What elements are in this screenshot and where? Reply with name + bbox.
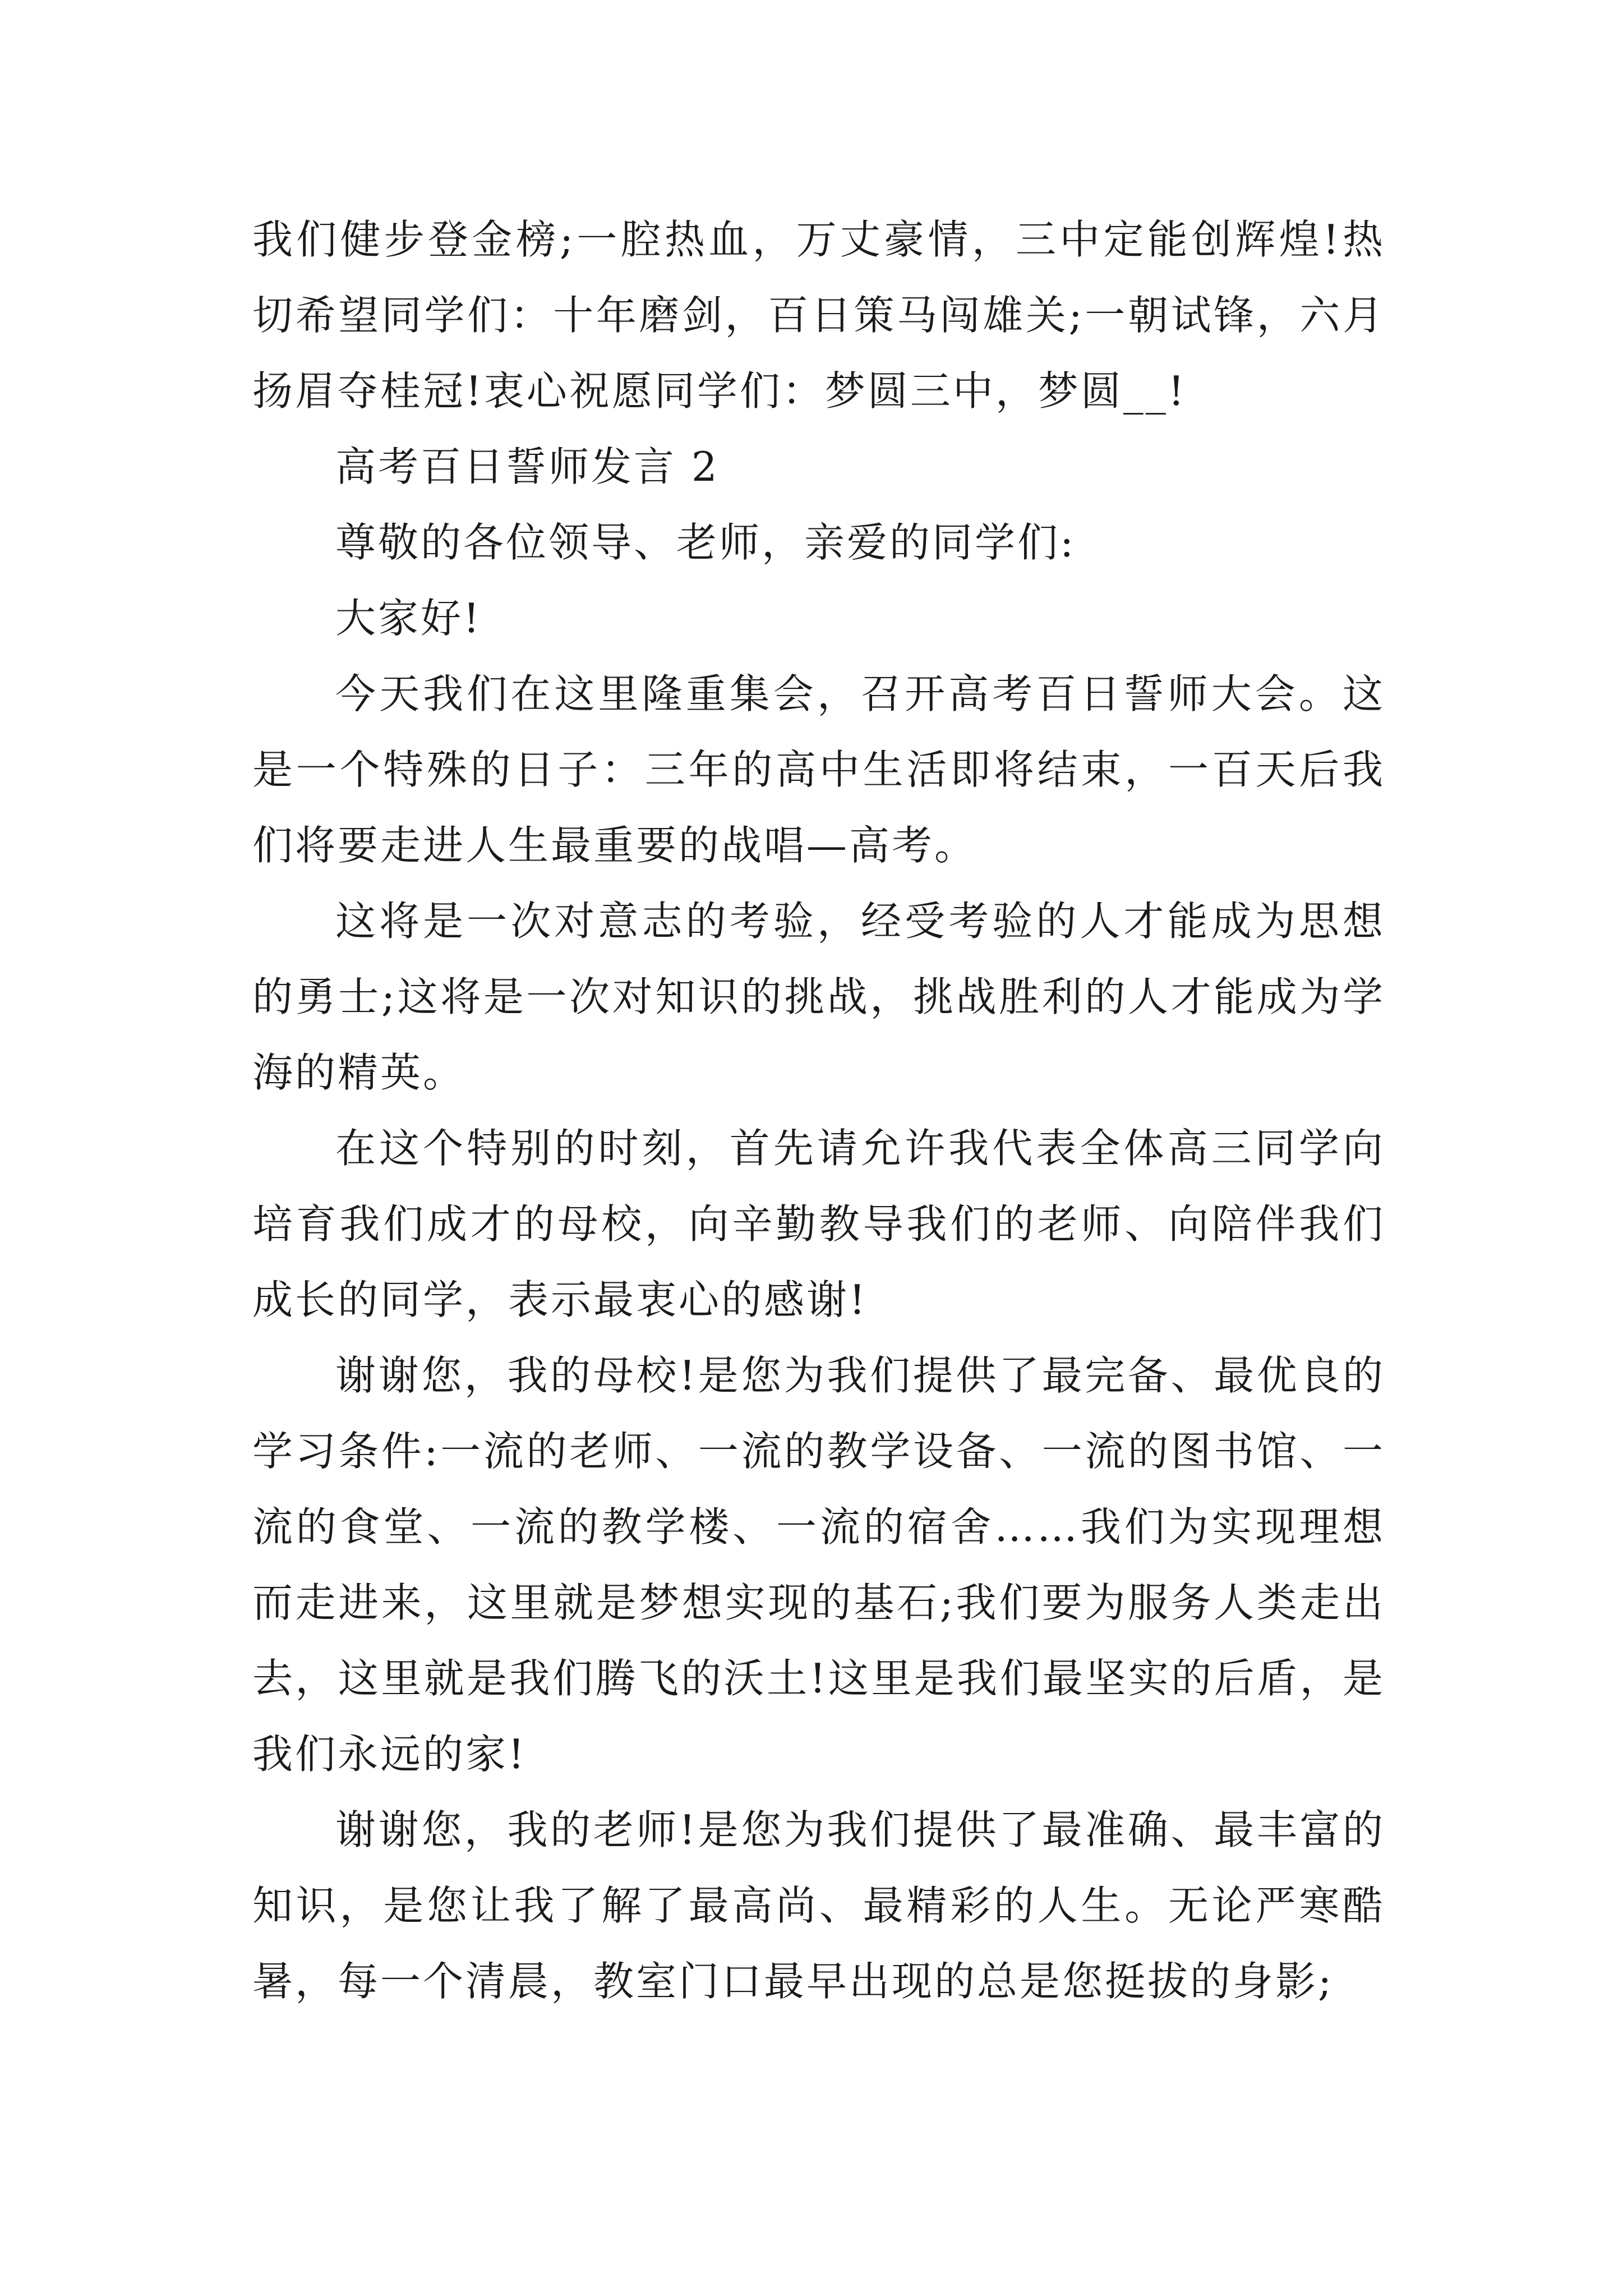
paragraph: 谢谢您，我的母校!是您为我们提供了最完备、最优良的学习条件:一流的老师、一流的教学设备、一流的图书馆、一流的食堂、一流的教学楼、一流的宿舍……我们为实现理想而走进来，这里就是梦想实现的基石;我们要为服务人类走出去，这里就是我们腾飞的沃土!这里是我们最坚实的后盾，是我们永远的家! — [252, 1352, 1385, 1778]
salutation: 尊敬的各位领导、老师，亲爱的同学们: — [335, 519, 1076, 566]
paragraph: 这将是一次对意志的考验，经受考验的人才能成为思想的勇士;这将是一次对知识的挑战，挑战胜利的人才能成为学海的精英。 — [252, 898, 1385, 1096]
paragraph: 今天我们在这里隆重集会，召开高考百日誓师大会。这是一个特殊的日子：三年的高中生活即将结束，一百天后我们将要走进人生最重要的战唱—高考。 — [252, 670, 1385, 869]
paragraph: 谢谢您，我的老师!是您为我们提供了最准确、最丰富的知识，是您让我了解了最高尚、最精彩的人生。无论严寒酷暑，每一个清晨，教室门口最早出现的总是您挺拔的身影; — [252, 1806, 1385, 2005]
paragraph-continuation: 我们健步登金榜;一腔热血，万丈豪情，三中定能创辉煌!热切希望同学们：十年磨剑，百日策马闯雄关;一朝试锋，六月扬眉夺桂冠!衷心祝愿同学们：梦圆三中，梦圆__! — [252, 216, 1385, 415]
greeting: 大家好! — [335, 595, 482, 642]
body-text — [252, 202, 1385, 2019]
section-heading: 高考百日誓师发言 2 — [335, 443, 720, 490]
paragraph: 在这个特别的时刻，首先请允许我代表全体高三同学向培育我们成才的母校，向辛勤教导我们的老师、向陪伴我们成长的同学，表示最衷心的感谢! — [252, 1125, 1385, 1323]
